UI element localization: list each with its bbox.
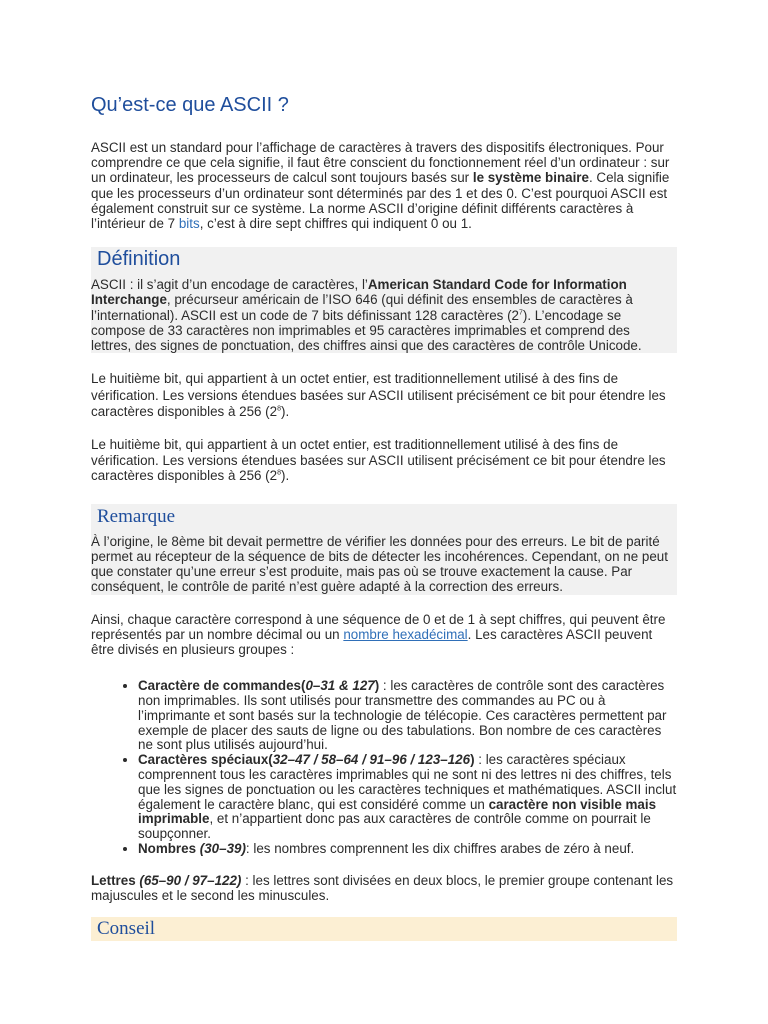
page-title: Qu’est-ce que ASCII ?: [91, 94, 289, 116]
group-title: Caractère de commandes(: [138, 678, 306, 694]
intro-bold-binary: le système binaire: [472, 170, 589, 186]
remarque-paragraph: À l’origine, le 8ème bit devait permettre de vérifier les données pour des erreurs. Le bit de parité permet au récepteur de la séquence de bits de détecter les incohérences. Cependant, on ne peut que constater qu’une erreur s’est produite, mais pas où se trouve exactement la cause. Par conséquent, le contrôle de parité n’est guère adapté à la correction des erreurs.: [91, 533, 668, 595]
lettres-title: Lettres: [91, 872, 140, 888]
group-bold-phrase: caractère non visible mais imprimable: [138, 796, 657, 827]
definition-bold-acronym: American Standard Code for Information Interchange: [91, 277, 627, 308]
ainsi-text: Ainsi, chaque caractère correspond à une séquence de 0 et de 1 à sept chiffres, qui peuvent être représentés par un nombre décimal ou un: [91, 611, 666, 642]
hexadecimal-link[interactable]: nombre hexadécimal: [343, 626, 468, 642]
group-title-end: ): [374, 678, 380, 694]
group-title: Caractères spéciaux(: [138, 752, 273, 768]
list-item: [138, 679, 677, 753]
remarque-box: [91, 504, 677, 595]
lettres-description: : les lettres sont divisées en deux blocs, le premier groupe contenant les majuscules et le second les minuscules.: [91, 872, 674, 903]
intro-text-3: , c’est à dire sept chiffres qui indiquent 0 ou 1.: [199, 216, 472, 232]
eighth-bit-text-2: ).: [281, 404, 290, 420]
group-title-end: ): [470, 752, 475, 768]
list-item: [138, 842, 677, 857]
ainsi-paragraph: [91, 612, 677, 658]
definition-text-2: , précurseur américain de l’ISO 646 (qui définit des ensembles de caractères à l’international). ASCII est un code de 7 bits définissant 128 caractères (2: [91, 292, 633, 323]
group-description: : les caractères de contrôle sont des caractères non imprimables. Ils sont utilisés pour transmettre des commandes au PC ou à l’imprimante et sont basés sur la technologie de télécopie. Ces caractères permettent par exemple de placer des sauts de ligne ou des tabulations. Bon nombre de ces caractères ne sont plus utilisés aujourd’hui.: [138, 678, 667, 753]
definition-box: [91, 247, 677, 353]
conseil-box: [91, 917, 677, 941]
group-description-2: , et n’appartient donc pas aux caractères de contrôle comme on pourrait le soupçonner.: [138, 811, 651, 842]
lettres-paragraph: [91, 873, 677, 903]
intro-text-2: . Cela signifie que les processeurs d’un ordinateur sont déterminés par des 1 et des 0. C’est pourquoi ASCII est également construit sur ce système. La norme ASCII d’origine définit différents caractères à l’intérieur de 7: [91, 170, 670, 232]
group-description: : les nombres comprennent les dix chiffres arabes de zéro à neuf.: [245, 840, 635, 856]
lettres-range: (65–90 / 97–122): [139, 872, 242, 888]
group-title: Nombres: [138, 840, 200, 856]
definition-text: ASCII : il s’agit d’un encodage de caractères, l’: [91, 277, 368, 293]
group-range: 32–47 / 58–64 / 91–96 / 123–126: [272, 752, 471, 768]
eighth-bit-paragraph-repeat: [91, 437, 677, 484]
remarque-body: [91, 532, 677, 595]
group-range: (30–39): [199, 840, 246, 856]
ainsi-text-2: . Les caractères ASCII peuvent être divisés en plusieurs groupes :: [91, 626, 653, 658]
definition-superscript: 7: [519, 309, 523, 317]
intro-paragraph: [91, 140, 677, 231]
group-range: 0–31 & 127: [305, 678, 375, 694]
definition-body: [91, 275, 677, 353]
conseil-heading: Conseil: [97, 918, 156, 940]
character-groups-list: [91, 679, 677, 857]
eighth-bit-text: Le huitième bit, qui appartient à un octet entier, est traditionnellement utilisé à des fins de vérification. Les versions étendues basées sur ASCII utilisent précisément ce bit pour étendre les caractères disponibles à 256 (2: [91, 371, 666, 420]
eighth-bit-text-repeat: Le huitième bit, qui appartient à un octet entier, est traditionnellement utilisé à des fins de vérification. Les versions étendues basées sur ASCII utilisent précisément ce bit pour étendre les caractères disponibles à 256 (2: [91, 437, 666, 484]
definition-text-3: ). L’encodage se compose de 33 caractères non imprimables et 95 caractères imprimables et comprend des lettres, des signes de ponctuation, des chiffres ainsi que des caractères de contrôle Unicode.: [91, 307, 642, 354]
bits-link[interactable]: bits: [178, 216, 200, 232]
group-description: : les caractères spéciaux comprennent tous les caractères imprimables qui ne sont ni des lettres ni des chiffres, tels que les signes de ponctuation ou les caractères techniques et mathématiques. ASCII inclut également le caractère blanc, qui est considéré comme un: [138, 752, 677, 812]
definition-heading: Définition: [97, 248, 181, 271]
eighth-bit-superscript-repeat: 8: [277, 469, 281, 477]
eighth-bit-paragraph: [91, 371, 677, 421]
remarque-heading: Remarque: [97, 505, 176, 527]
eighth-bit-superscript: 8: [277, 405, 281, 413]
intro-text: ASCII est un standard pour l’affichage de caractères à travers des dispositifs électroniques. Pour comprendre ce que cela signifie, il faut être conscient du fonctionnement réel d’un ordinateur : sur un ordinateur, les processeurs de calcul sont toujours basés sur: [91, 140, 670, 186]
document-content: [91, 92, 677, 941]
eighth-bit-text-repeat-2: ).: [281, 468, 290, 484]
definition-paragraph: [91, 277, 671, 353]
list-item: [138, 753, 677, 842]
